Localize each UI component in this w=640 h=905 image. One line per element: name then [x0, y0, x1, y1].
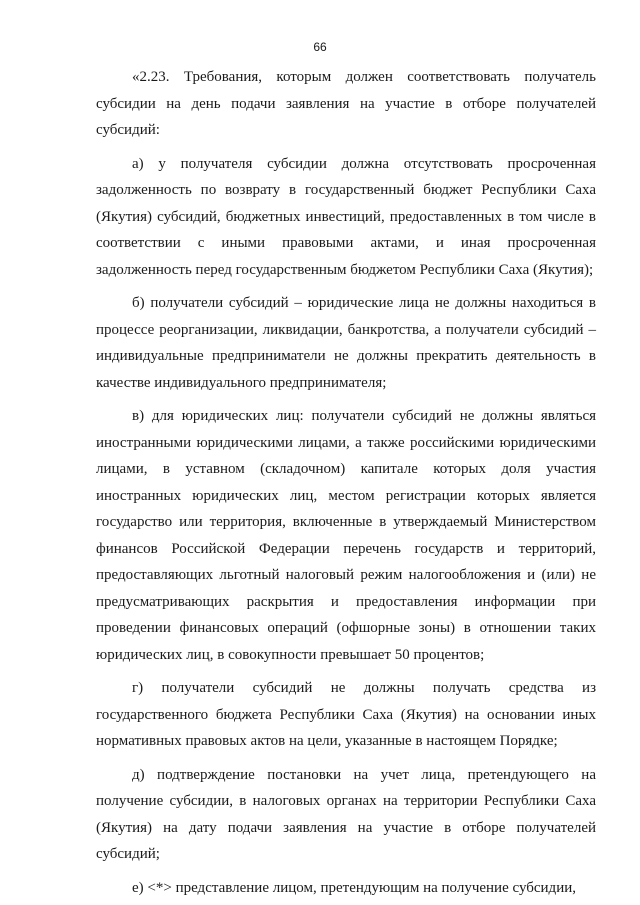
paragraph-requirements-intro: «2.23. Требования, которым должен соответствовать получатель субсидии на день подачи заявления на участие в отборе получателей субсидий:: [96, 69, 596, 138]
page-number: 66: [313, 40, 327, 54]
paragraph-item-d: д) подтверждение постановки на учет лица, претендующего на получение субсидии, в налоговых органах на территории Республики Саха (Якутия) на дату подачи заявления на участие в отборе получателей субсидий;: [96, 766, 596, 862]
paragraph-item-g: г) получатели субсидий не должны получать средства из государственного бюджета Республики Саха (Якутия) на основании иных нормативных правовых актов на цели, указанные в настоящем Порядке;: [96, 680, 596, 749]
paragraph-item-v: в) для юридических лиц: получатели субсидий не должны являться иностранными юридическими лицами, а также российскими юридическими лицами, в уставном (складочном) капитале которых доля участия иностранных юридических лиц, местом регистрации которых является государство или территория, включенные в утверждаемый Министерством финансов Российской Федерации перечень государств и территорий, предоставляющих льготный налоговый режим налогообложения и (или) не предусматривающих раскрытия и предоставления информации при проведении финансовых операций (офшорные зоны) в отношении таких юридических лиц, в совокупности превышает 50 процентов;: [96, 408, 596, 663]
document-body: [96, 64, 596, 901]
paragraph-item-a: а) у получателя субсидии должна отсутствовать просроченная задолженность по возврату в государственный бюджет Республики Саха (Якутия) субсидий, бюджетных инвестиций, предоставленных в том числе в соответствии с иными правовыми актами, и иная просроченная задолженность перед государственным бюджетом Республики Саха (Якутия);: [96, 155, 596, 278]
paragraph-item-b: б) получатели субсидий – юридические лица не должны находиться в процессе реорганизации, ликвидации, банкротства, а получатели субсидий – индивидуальные предприниматели не должны прекратить деятельность в качестве индивидуального предпринимателя;: [96, 295, 596, 391]
paragraph-item-e: е) <*> представление лицом, претендующим на получение субсидии,: [132, 879, 576, 896]
